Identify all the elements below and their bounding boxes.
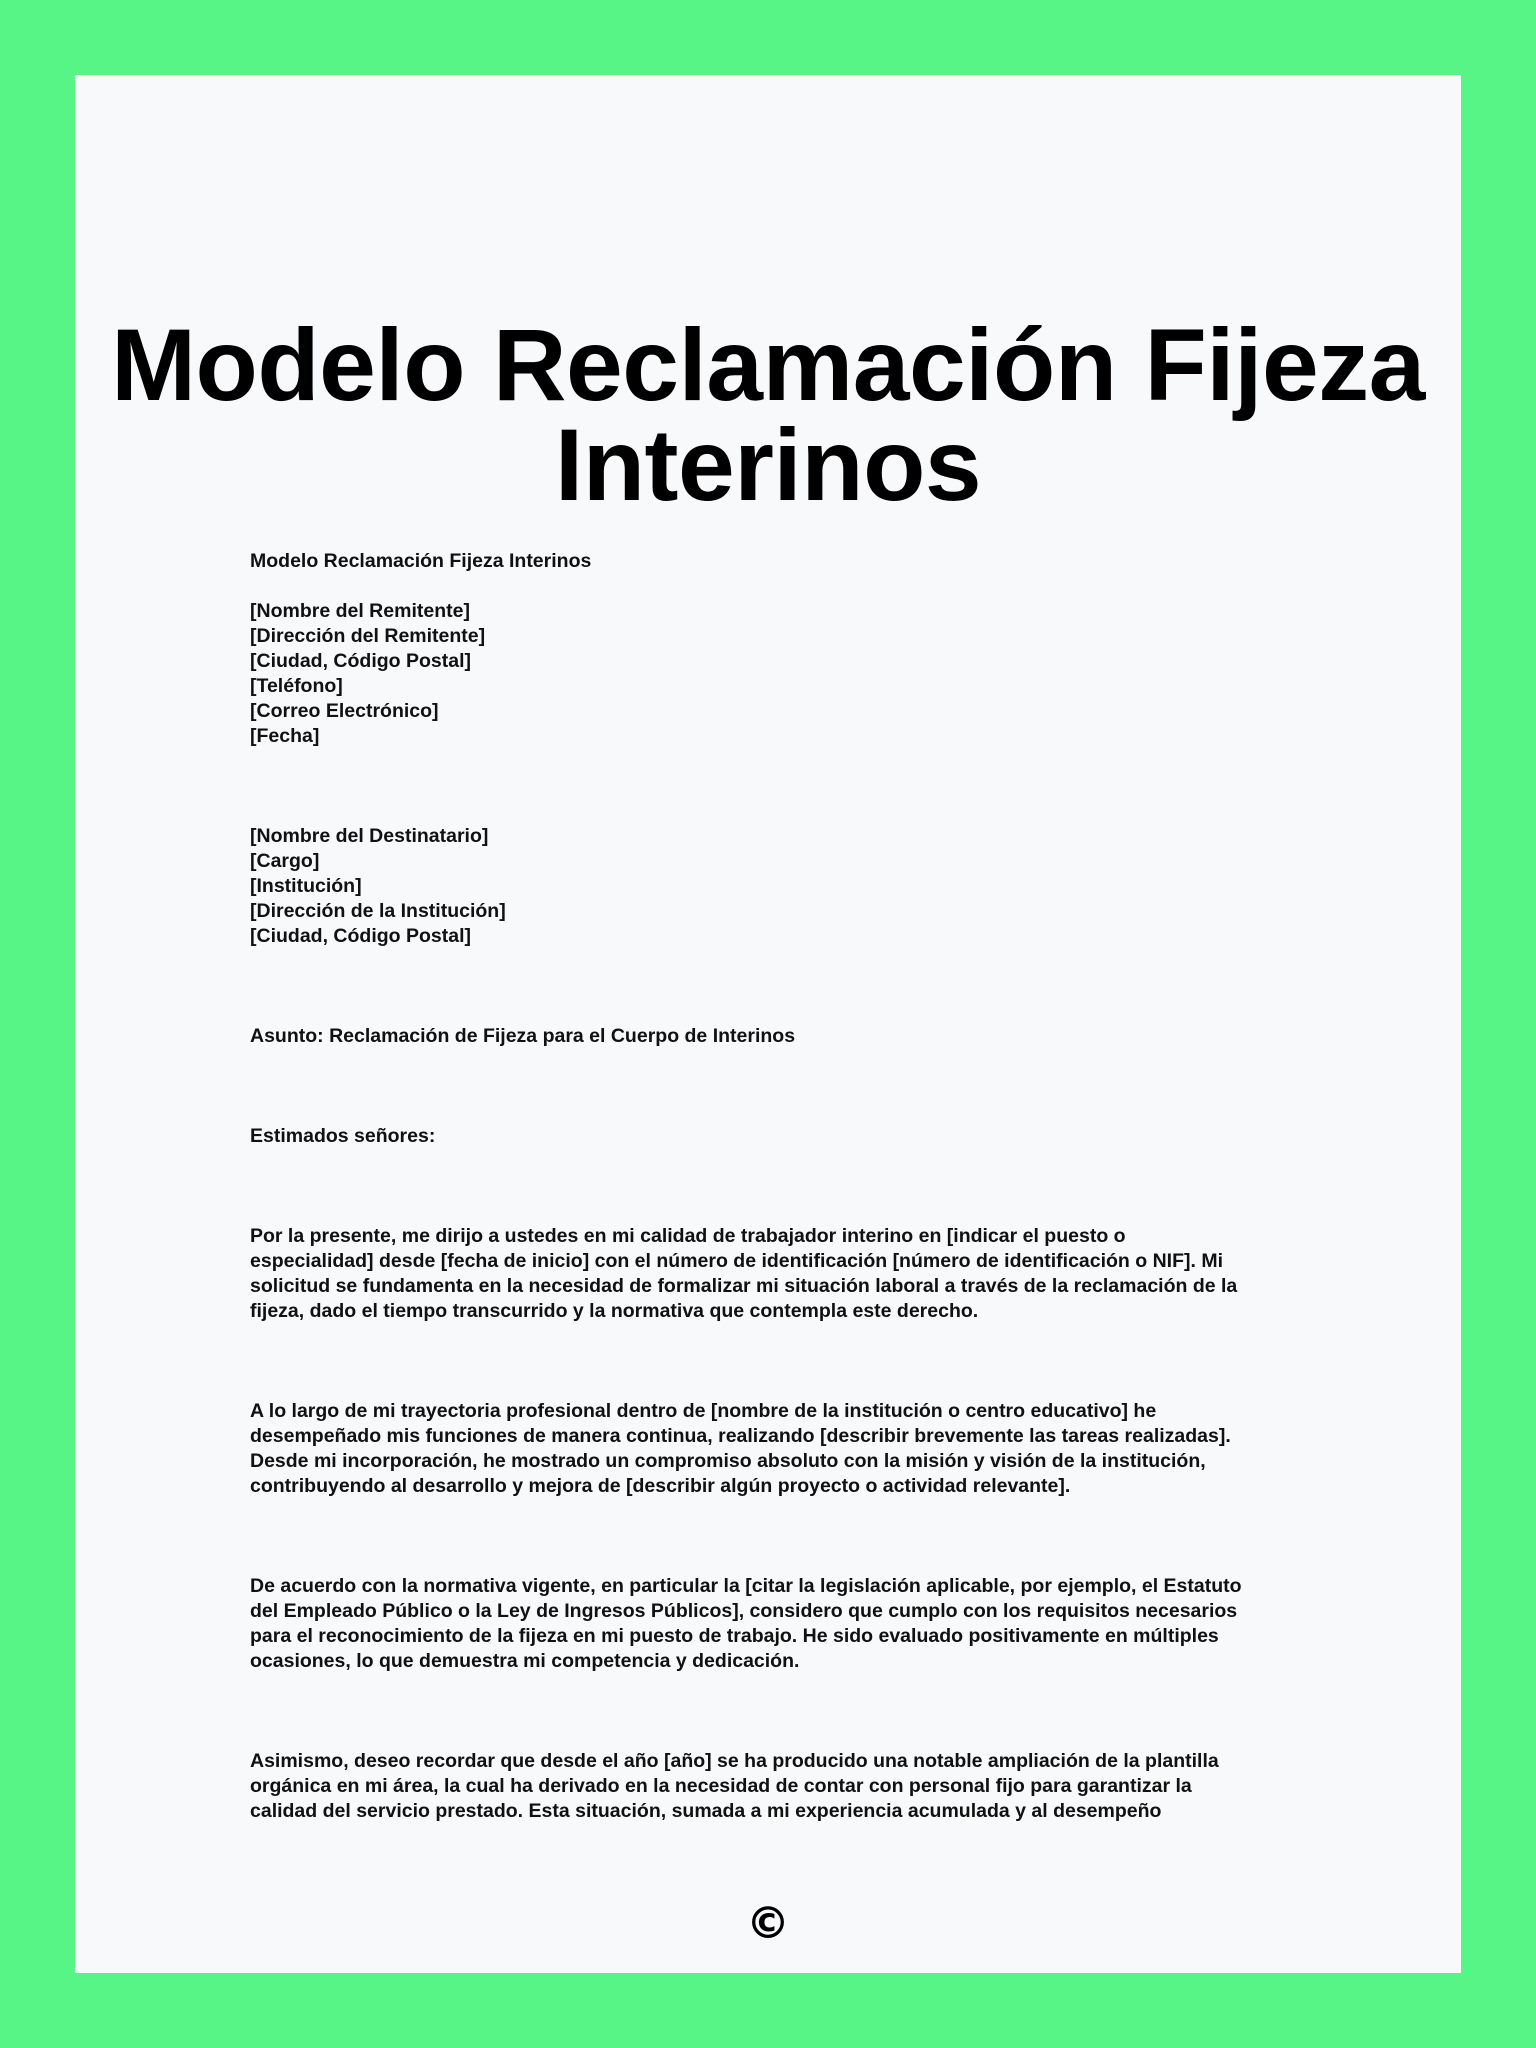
copyright-icon: © (746, 1898, 790, 1949)
paragraph-line: Por la presente, me dirijo a ustedes en mi calidad de trabajador interino en [indicar el puesto o (250, 1225, 1126, 1247)
paragraph-line: calidad del servicio prestado. Esta situación, sumada a mi experiencia acumulada y al desempeño (250, 1800, 1162, 1822)
paragraph-line: fijeza, dado el tiempo transcurrido y la normativa que contempla este derecho. (250, 1300, 979, 1322)
paragraph-line: del Empleado Público o la Ley de Ingresos Públicos], considero que cumplo con los requisitos necesarios (250, 1600, 1238, 1622)
paragraph-line: De acuerdo con la normativa vigente, en particular la [citar la legislación aplicable, por ejemplo, el Estatuto (250, 1575, 1242, 1597)
paragraph-line: Asimismo, deseo recordar que desde el año [año] se ha producido una notable ampliación de la plantilla (250, 1750, 1219, 1772)
sender-block (250, 599, 1370, 749)
paragraph-trajectory (250, 1399, 1370, 1499)
paragraph-line: contribuyendo al desarrollo y mejora de [describir algún proyecto o actividad relevante]. (250, 1475, 1071, 1497)
paragraph-line: especialidad] desde [fecha de inicio] con el número de identificación [número de identificación o NIF]. Mi (250, 1250, 1223, 1272)
document-page (75, 75, 1461, 1973)
paragraph-line: orgánica en mi área, la cual ha derivado en la necesidad de contar con personal fijo para garantizar la (250, 1775, 1192, 1797)
document-title-line-2: Interinos (554, 408, 982, 522)
paragraph-line: A lo largo de mi trayectoria profesional dentro de [nombre de la institución o centro educativo] he (250, 1400, 1157, 1422)
sender-date: [Fecha] (250, 725, 320, 747)
sender-phone: [Teléfono] (250, 675, 343, 697)
paragraph-line: para el reconocimiento de la fijeza en mi puesto de trabajo. He sido evaluado positivamente en múltiples (250, 1625, 1219, 1647)
paragraph-line: desempeñado mis funciones de manera continua, realizando [describir brevemente las tareas realizadas]. (250, 1425, 1231, 1447)
recipient-block (250, 824, 1370, 949)
letter-subject: Asunto: Reclamación de Fijeza para el Cuerpo de Interinos (250, 1025, 796, 1047)
sender-email: [Correo Electrónico] (250, 700, 439, 722)
recipient-city: [Ciudad, Código Postal] (250, 925, 471, 947)
paragraph-staffing (250, 1749, 1370, 1824)
document-title-line-1: Modelo Reclamación Fijeza (111, 308, 1425, 422)
letter-heading: Modelo Reclamación Fijeza Interinos (250, 550, 592, 572)
paragraph-regulation (250, 1574, 1370, 1674)
sender-address: [Dirección del Remitente] (250, 625, 486, 647)
document-title (75, 308, 1461, 522)
paragraph-line: Desde mi incorporación, he mostrado un compromiso absoluto con la misión y visión de la institución, (250, 1450, 1206, 1472)
paragraph-intro (250, 1224, 1370, 1324)
paragraph-line: ocasiones, lo que demuestra mi competencia y dedicación. (250, 1650, 800, 1672)
letter-body (250, 549, 1370, 1824)
paragraph-line: solicitud se fundamenta en la necesidad de formalizar mi situación laboral a través de la reclamación de la (250, 1275, 1238, 1297)
letter-salutation: Estimados señores: (250, 1125, 436, 1147)
recipient-institution: [Institución] (250, 875, 362, 897)
recipient-name: [Nombre del Destinatario] (250, 825, 489, 847)
sender-name: [Nombre del Remitente] (250, 600, 470, 622)
sender-city: [Ciudad, Código Postal] (250, 650, 471, 672)
recipient-address: [Dirección de la Institución] (250, 900, 506, 922)
recipient-position: [Cargo] (250, 850, 320, 872)
